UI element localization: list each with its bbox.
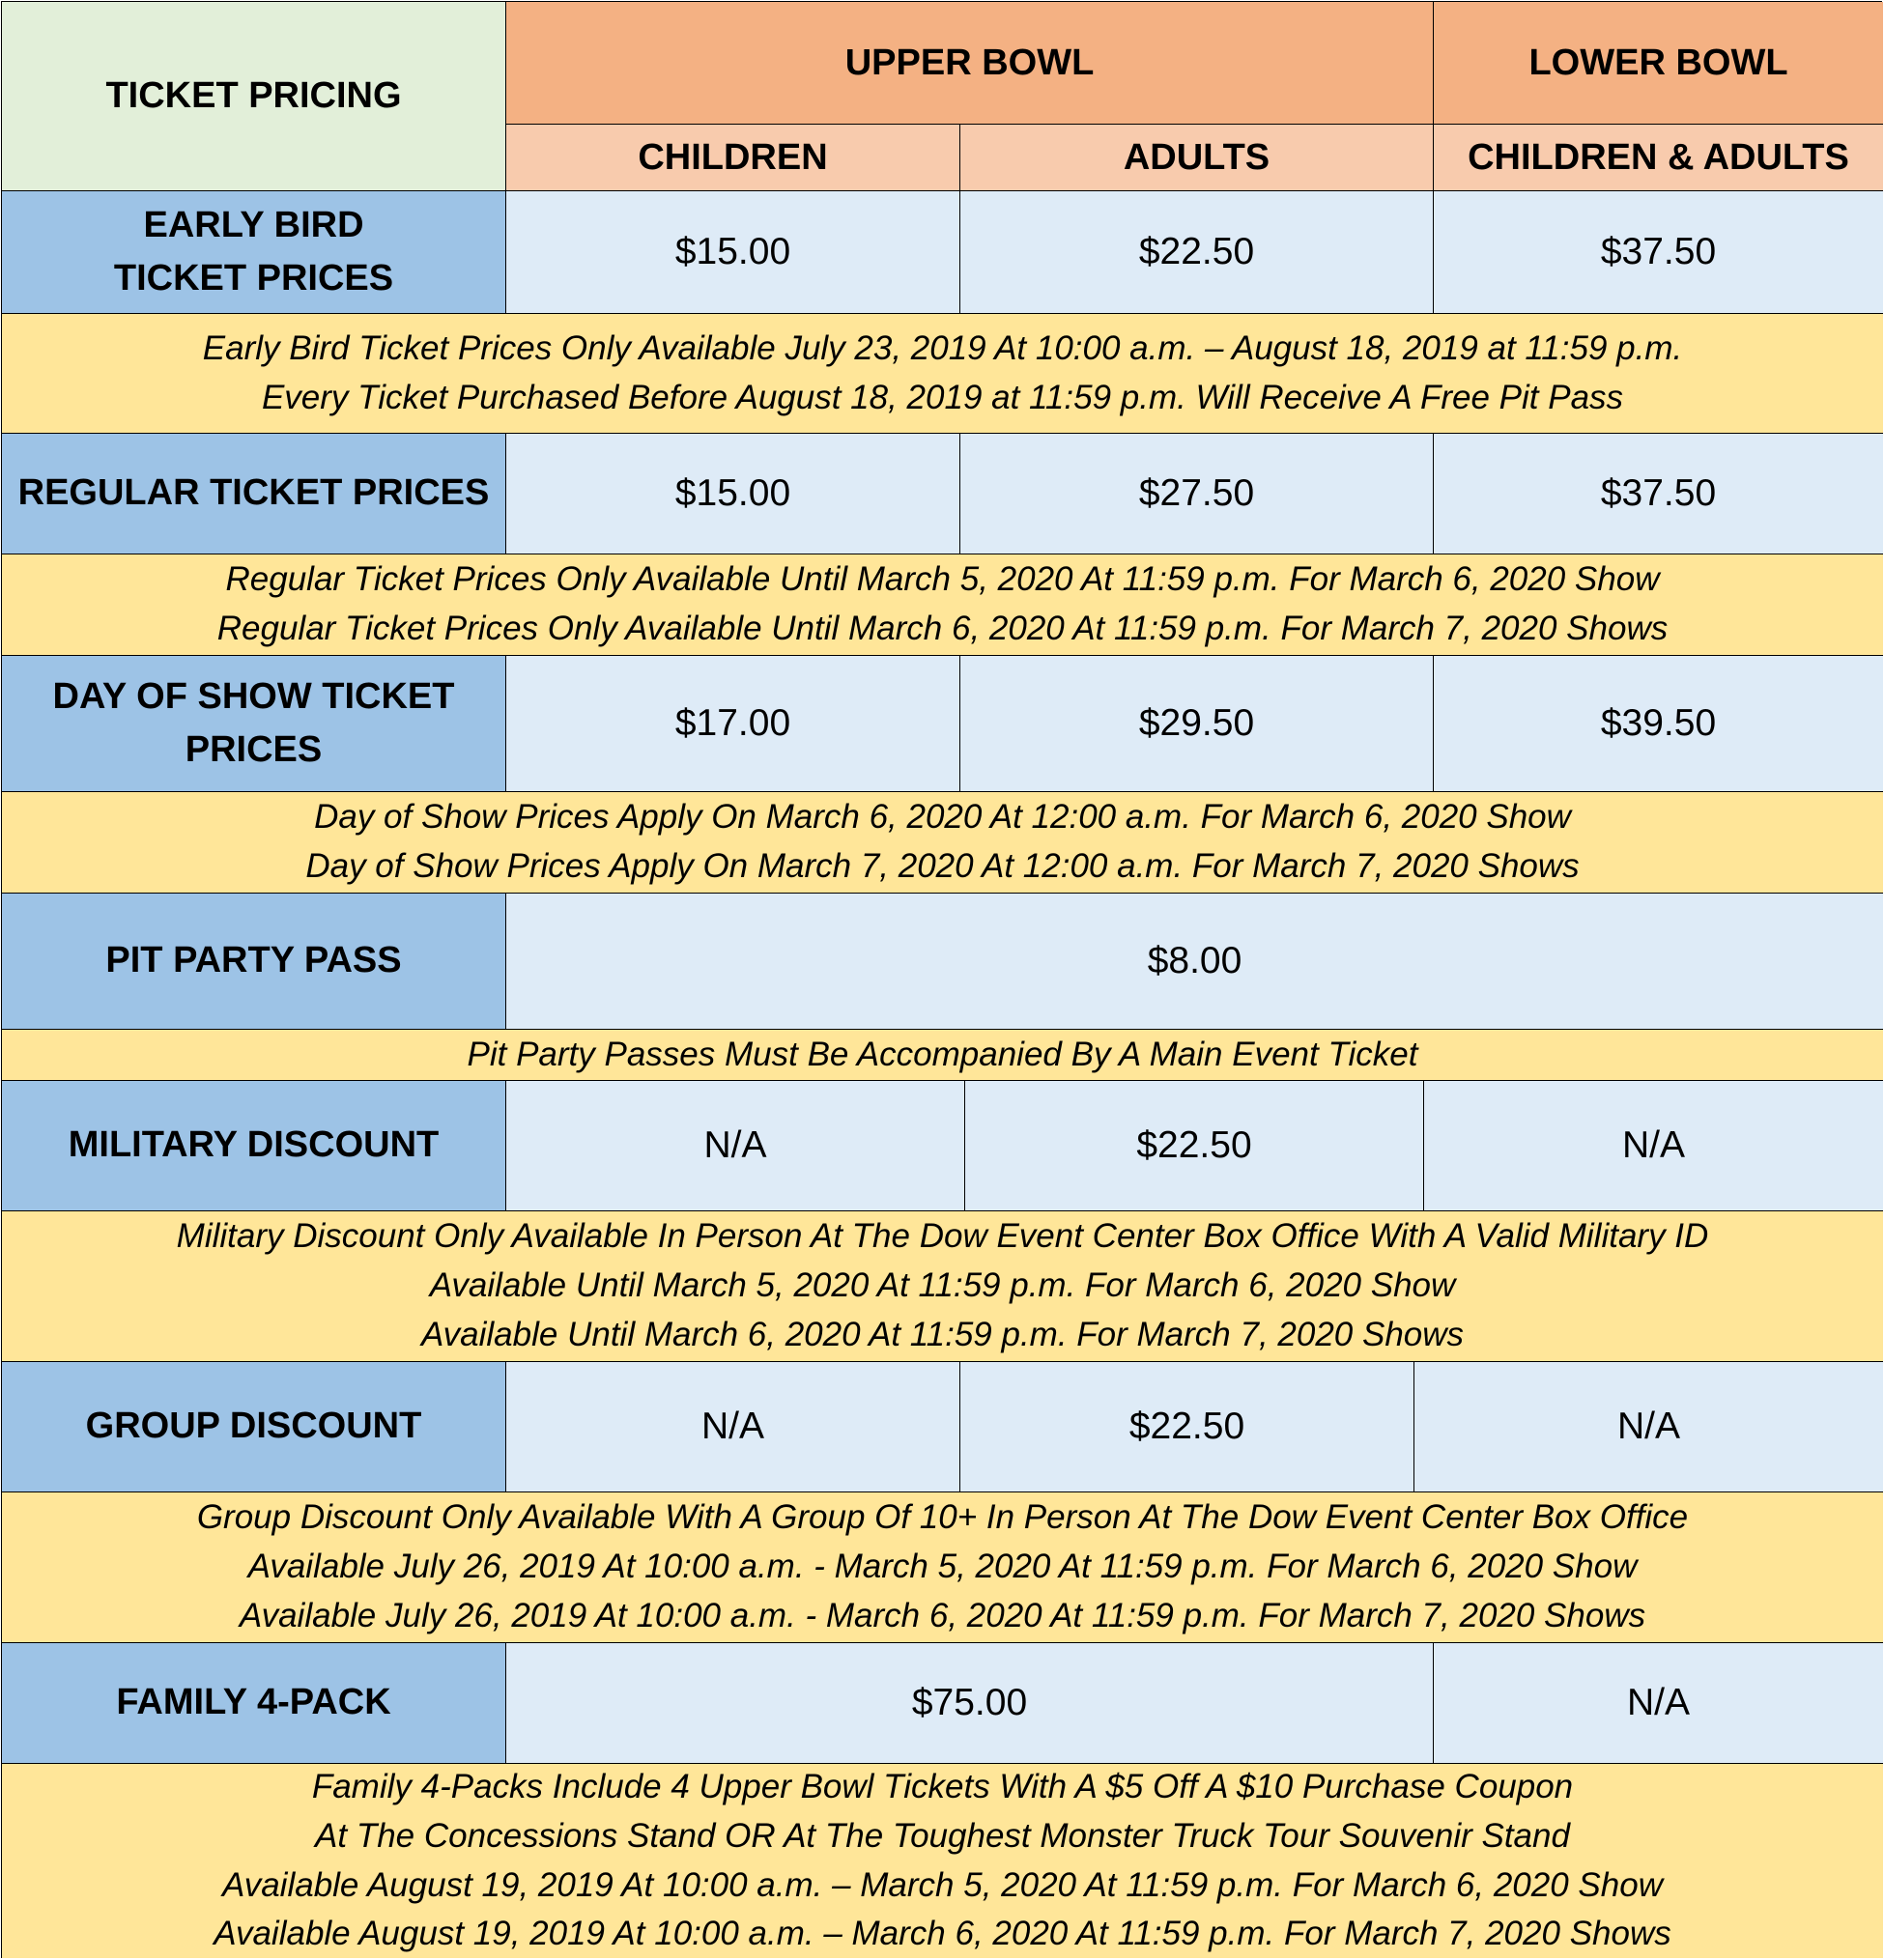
- regular-label: [2, 434, 506, 554]
- early-bird-label: [2, 191, 506, 314]
- day-of-show-lower-price: $39.50: [1434, 656, 1883, 792]
- military-note: [2, 1211, 1883, 1362]
- regular-adults-price: $27.50: [960, 434, 1434, 554]
- note-line: Regular Ticket Prices Only Available Until March 6, 2020 At 11:59 p.m. For March 7, 2020 Shows: [216, 610, 1669, 647]
- regular-label-text: REGULAR TICKET PRICES: [17, 472, 490, 514]
- early-bird-children-price: $15.00: [506, 191, 960, 314]
- note-line: Early Bird Ticket Prices Only Available July 23, 2019 At 10:00 a.m. – August 18, 2019 at 11:59 p.m.: [202, 328, 1683, 367]
- military-lower-price: N/A: [1424, 1081, 1883, 1210]
- regular-children-price: $15.00: [506, 434, 960, 554]
- early-bird-label-line1: EARLY BIRD: [143, 204, 364, 245]
- day-of-show-label-line1: DAY OF SHOW TICKET: [52, 675, 455, 717]
- pit-party-label: [2, 894, 506, 1030]
- family-label-text: FAMILY 4-PACK: [116, 1682, 391, 1723]
- adults-column-label: ADULTS: [1123, 136, 1270, 178]
- upper-bowl-title: UPPER BOWL: [844, 42, 1095, 83]
- note-line: Available July 26, 2019 At 10:00 a.m. - March 6, 2020 At 11:59 p.m. For March 7, 2020 Shows: [239, 1596, 1646, 1634]
- group-label: [2, 1362, 506, 1492]
- military-price-row: [506, 1081, 1883, 1211]
- children-column-label: CHILDREN: [638, 136, 828, 178]
- note-line: Available August 19, 2019 At 10:00 a.m. – March 5, 2020 At 11:59 p.m. For March 6, 2020 Show: [222, 1865, 1663, 1904]
- day-of-show-note: [2, 792, 1883, 894]
- early-bird-label-line2: TICKET PRICES: [113, 258, 394, 298]
- note-line: Day of Show Prices Apply On March 7, 2020 At 12:00 a.m. For March 7, 2020 Shows: [305, 847, 1580, 885]
- note-line: Family 4-Packs Include 4 Upper Bowl Tickets With A $5 Off A $10 Purchase Coupon: [311, 1768, 1574, 1805]
- family-label: [2, 1643, 506, 1764]
- group-adults-price: $22.50: [960, 1362, 1414, 1491]
- pit-party-label-text: PIT PARTY PASS: [105, 940, 402, 981]
- note-line: At The Concessions Stand OR At The Toughest Monster Truck Tour Souvenir Stand: [315, 1816, 1570, 1855]
- early-bird-lower-price: $37.50: [1434, 191, 1883, 314]
- family-upper-price: $75.00: [506, 1643, 1434, 1764]
- children-adults-column-label: CHILDREN & ADULTS: [1468, 136, 1849, 178]
- group-note: [2, 1492, 1883, 1643]
- adults-header: [960, 125, 1434, 191]
- military-label: [2, 1081, 506, 1211]
- regular-note: [2, 554, 1883, 656]
- note-line: Day of Show Prices Apply On March 6, 2020 At 12:00 a.m. For March 6, 2020 Show: [314, 798, 1571, 837]
- family-note: [2, 1764, 1883, 1958]
- children-adults-header: [1434, 125, 1883, 191]
- pit-party-price: $8.00: [506, 894, 1883, 1030]
- day-of-show-label-line2: PRICES: [185, 729, 323, 770]
- group-lower-price: N/A: [1414, 1362, 1883, 1491]
- early-bird-note: [2, 314, 1883, 434]
- note-line: Available July 26, 2019 At 10:00 a.m. - March 5, 2020 At 11:59 p.m. For March 6, 2020 Show: [247, 1548, 1638, 1586]
- military-label-text: MILITARY DISCOUNT: [68, 1124, 440, 1166]
- day-of-show-label: [2, 656, 506, 792]
- upper-bowl-header: [506, 2, 1434, 125]
- ticket-pricing-title: TICKET PRICING: [105, 75, 402, 116]
- military-adults-price: $22.50: [965, 1081, 1424, 1210]
- group-price-row: [506, 1362, 1883, 1492]
- early-bird-adults-price: $22.50: [960, 191, 1434, 314]
- note-line: Military Discount Only Available In Person At The Dow Event Center Box Office With A Valid Military ID: [176, 1217, 1709, 1256]
- note-line: Every Ticket Purchased Before August 18, 2019 at 11:59 p.m. Will Receive A Free Pit Pass: [261, 378, 1624, 416]
- day-of-show-adults-price: $29.50: [960, 656, 1434, 792]
- note-line: Available August 19, 2019 At 10:00 a.m. – March 6, 2020 At 11:59 p.m. For March 7, 2020 Shows: [214, 1915, 1671, 1953]
- note-line: Available Until March 5, 2020 At 11:59 p.m. For March 6, 2020 Show: [429, 1266, 1456, 1305]
- children-header: [506, 125, 960, 191]
- family-lower-price: N/A: [1434, 1643, 1883, 1764]
- note-line: Group Discount Only Available With A Group Of 10+ In Person At The Dow Event Center Box Office: [196, 1498, 1689, 1537]
- group-label-text: GROUP DISCOUNT: [85, 1406, 422, 1447]
- lower-bowl-title: LOWER BOWL: [1528, 42, 1788, 83]
- note-line: Available Until March 6, 2020 At 11:59 p.m. For March 7, 2020 Shows: [420, 1315, 1465, 1353]
- group-children-price: N/A: [506, 1362, 960, 1491]
- military-children-price: N/A: [506, 1081, 965, 1210]
- lower-bowl-header: [1434, 2, 1883, 125]
- note-line: Pit Party Passes Must Be Accompanied By A Main Event Ticket: [467, 1035, 1418, 1073]
- pit-party-note: [2, 1030, 1883, 1081]
- ticket-pricing-header: [2, 2, 506, 191]
- day-of-show-children-price: $17.00: [506, 656, 960, 792]
- regular-lower-price: $37.50: [1434, 434, 1883, 554]
- ticket-pricing-table: [1, 1, 1882, 1958]
- note-line: Regular Ticket Prices Only Available Until March 5, 2020 At 11:59 p.m. For March 6, 2020 Show: [225, 560, 1660, 599]
